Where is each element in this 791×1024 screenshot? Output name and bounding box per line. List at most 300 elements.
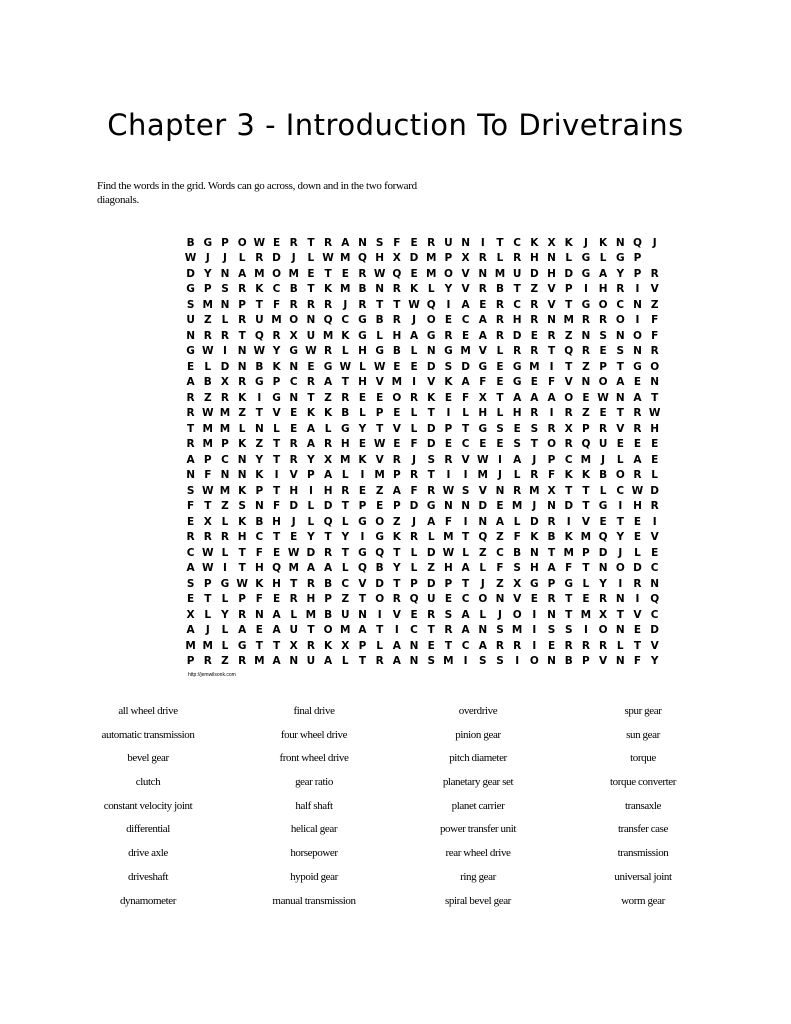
grid-letter: M: [271, 314, 282, 327]
grid-letter: P: [444, 422, 453, 435]
grid-letter: O: [547, 438, 556, 451]
grid-letter: V: [427, 376, 436, 389]
grid-row: [182, 235, 663, 251]
grid-letter: N: [615, 593, 625, 606]
grid-letter: F: [255, 546, 263, 559]
grid-letter: E: [410, 267, 418, 280]
grid-letter: L: [616, 453, 624, 466]
grid-letter: W: [184, 252, 197, 265]
grid-letter: R: [409, 531, 419, 544]
grid-letter: E: [255, 624, 263, 637]
grid-letter: T: [307, 236, 315, 249]
letter-grid: [182, 235, 663, 669]
grid-letter: F: [410, 438, 418, 451]
grid-letter: M: [202, 422, 213, 435]
grid-letter: J: [343, 298, 348, 311]
grid-letter: K: [427, 391, 436, 404]
grid-letter: Z: [255, 438, 264, 451]
grid-letter: X: [513, 577, 522, 590]
word-list-item: all wheel drive: [118, 705, 178, 717]
grid-letter: E: [290, 422, 298, 435]
grid-row: [182, 499, 663, 515]
grid-letter: M: [340, 252, 351, 265]
grid-letter: R: [581, 345, 590, 358]
grid-letter: R: [547, 329, 556, 342]
grid-letter: A: [306, 438, 315, 451]
grid-letter: T: [341, 376, 349, 389]
grid-letter: G: [615, 252, 625, 265]
grid-letter: I: [463, 515, 468, 528]
grid-letter: R: [289, 298, 298, 311]
grid-letter: L: [221, 314, 229, 327]
grid-letter: R: [650, 345, 659, 358]
word-list-item: helical gear: [290, 823, 338, 836]
word-list-item: worm gear: [621, 894, 665, 907]
grid-letter: G: [203, 236, 213, 249]
grid-letter: G: [426, 329, 436, 342]
grid-letter: R: [478, 283, 487, 296]
grid-letter: N: [633, 345, 642, 358]
grid-letter: M: [477, 469, 488, 482]
grid-letter: Y: [599, 577, 607, 590]
grid-letter: A: [358, 624, 367, 637]
grid-letter: W: [201, 407, 214, 420]
grid-letter: Z: [582, 407, 590, 420]
grid-letter: N: [375, 283, 385, 296]
grid-letter: P: [444, 577, 453, 590]
grid-letter: E: [358, 438, 367, 451]
grid-letter: W: [201, 484, 214, 497]
grid-letter: I: [394, 624, 399, 637]
grid-letter: H: [340, 438, 350, 451]
grid-letter: G: [375, 345, 384, 358]
grid-letter: S: [186, 577, 195, 590]
grid-letter: S: [547, 624, 556, 637]
grid-letter: I: [223, 562, 227, 575]
grid-letter: T: [255, 639, 263, 652]
grid-letter: L: [599, 252, 607, 265]
grid-letter: O: [615, 314, 625, 327]
grid-letter: R: [306, 577, 315, 590]
grid-letter: K: [238, 515, 247, 528]
grid-letter: G: [581, 252, 591, 265]
grid-letter: T: [272, 484, 281, 497]
grid-row: [182, 561, 663, 577]
grid-letter: Q: [426, 298, 436, 311]
grid-letter: T: [513, 283, 521, 296]
grid-letter: L: [221, 639, 229, 652]
word-list-item: four wheel drive: [280, 728, 348, 741]
grid-letter: Y: [650, 655, 659, 668]
grid-letter: L: [324, 422, 332, 435]
grid-letter: L: [341, 515, 349, 528]
grid-letter: U: [341, 608, 350, 621]
grid-letter: R: [495, 639, 505, 652]
grid-letter: P: [358, 500, 367, 513]
grid-letter: S: [496, 422, 504, 435]
grid-letter: I: [463, 469, 468, 482]
grid-letter: M: [288, 562, 299, 575]
grid-letter: D: [461, 360, 470, 373]
grid-letter: R: [599, 314, 608, 327]
grid-letter: B: [255, 515, 264, 528]
grid-letter: K: [530, 236, 539, 249]
grid-row: [182, 545, 663, 561]
grid-letter: A: [461, 562, 470, 575]
grid-letter: D: [289, 500, 299, 513]
grid-letter: Z: [478, 546, 487, 559]
grid-letter: P: [633, 267, 642, 280]
grid-letter: W: [305, 345, 317, 358]
grid-letter: W: [442, 484, 455, 497]
grid-letter: P: [375, 407, 384, 420]
grid-letter: V: [513, 593, 522, 606]
grid-letter: T: [547, 345, 556, 358]
grid-letter: T: [341, 546, 349, 559]
grid-letter: N: [478, 624, 488, 637]
grid-letter: R: [220, 329, 230, 342]
grid-letter: T: [272, 531, 281, 544]
grid-letter: A: [392, 639, 401, 652]
grid-letter: A: [461, 608, 470, 621]
grid-letter: A: [547, 562, 556, 575]
word-column: [224, 704, 404, 917]
grid-letter: E: [290, 531, 298, 544]
grid-letter: W: [373, 267, 386, 280]
grid-letter: K: [444, 376, 453, 389]
grid-letter: J: [652, 236, 657, 249]
grid-letter: A: [633, 453, 642, 466]
grid-letter: A: [186, 453, 195, 466]
grid-row: [182, 328, 663, 344]
grid-letter: T: [238, 562, 246, 575]
grid-letter: T: [272, 438, 281, 451]
grid-letter: L: [513, 469, 521, 482]
grid-letter: O: [598, 376, 608, 389]
grid-letter: W: [253, 236, 266, 249]
grid-letter: F: [444, 515, 452, 528]
grid-letter: S: [186, 298, 195, 311]
word-list-item: spur gear: [624, 705, 662, 717]
grid-letter: B: [375, 562, 384, 575]
grid-letter: H: [444, 562, 453, 575]
grid-letter: Z: [324, 391, 332, 404]
grid-letter: R: [186, 391, 195, 404]
grid-letter: V: [461, 267, 470, 280]
grid-letter: I: [274, 469, 279, 482]
grid-letter: H: [272, 577, 281, 590]
grid-letter: A: [409, 329, 419, 342]
grid-letter: T: [427, 624, 435, 637]
grid-row: [182, 375, 663, 391]
grid-letter: I: [446, 407, 451, 420]
grid-letter: V: [547, 298, 556, 311]
grid-letter: H: [375, 252, 385, 265]
grid-letter: Q: [272, 562, 281, 575]
grid-letter: T: [565, 484, 573, 497]
grid-letter: M: [202, 298, 213, 311]
grid-letter: U: [306, 329, 316, 342]
grid-letter: X: [341, 639, 350, 652]
grid-letter: W: [322, 252, 334, 265]
grid-letter: R: [599, 639, 608, 652]
instructions: Find the words in the grid. Words can go across, down and in the two forward diagonals.: [97, 180, 417, 206]
grid-row: [182, 452, 663, 468]
grid-letter: T: [272, 453, 281, 466]
grid-letter: W: [373, 360, 386, 373]
grid-letter: C: [496, 546, 504, 559]
grid-letter: T: [462, 531, 470, 544]
grid-letter: R: [324, 546, 333, 559]
grid-letter: C: [564, 453, 573, 466]
grid-letter: O: [289, 314, 299, 327]
grid-letter: N: [220, 298, 230, 311]
word-list-item: final drive: [293, 705, 335, 717]
grid-letter: R: [392, 593, 401, 606]
grid-letter: G: [512, 360, 522, 373]
grid-letter: I: [532, 639, 537, 652]
grid-letter: T: [462, 422, 470, 435]
grid-letter: I: [635, 314, 640, 327]
grid-letter: E: [513, 422, 521, 435]
grid-letter: H: [272, 515, 281, 528]
grid-letter: T: [307, 283, 315, 296]
word-list-item: power transfer unit: [439, 823, 517, 836]
grid-letter: M: [340, 624, 351, 637]
grid-letter: T: [496, 391, 504, 404]
grid-letter: R: [341, 391, 350, 404]
grid-letter: R: [306, 376, 315, 389]
grid-letter: U: [289, 624, 298, 637]
grid-letter: E: [410, 608, 418, 621]
grid-letter: L: [496, 407, 504, 420]
grid-letter: N: [358, 236, 367, 249]
grid-letter: P: [203, 283, 212, 296]
grid-letter: O: [598, 298, 608, 311]
grid-letter: X: [203, 515, 212, 528]
grid-letter: B: [547, 531, 556, 544]
grid-letter: R: [409, 391, 419, 404]
grid-letter: G: [478, 360, 488, 373]
word-list-item: front wheel drive: [279, 752, 349, 765]
grid-letter: E: [633, 515, 642, 528]
grid-letter: Z: [393, 515, 401, 528]
word-list-item: horsepower: [290, 847, 338, 860]
grid-letter: G: [598, 500, 608, 513]
grid-letter: L: [410, 546, 418, 559]
grid-letter: P: [221, 438, 229, 451]
grid-letter: B: [375, 314, 384, 327]
grid-letter: S: [616, 345, 625, 358]
grid-letter: L: [582, 577, 590, 590]
grid-letter: L: [427, 283, 435, 296]
grid-row: [182, 483, 663, 499]
grid-letter: M: [460, 345, 471, 358]
grid-letter: H: [650, 422, 660, 435]
grid-letter: G: [358, 314, 367, 327]
grid-letter: T: [565, 608, 573, 621]
grid-letter: C: [341, 314, 350, 327]
grid-row: [182, 638, 663, 654]
grid-letter: J: [498, 469, 502, 482]
grid-letter: C: [616, 484, 625, 497]
grid-letter: V: [478, 484, 487, 497]
grid-letter: T: [376, 298, 384, 311]
grid-row: [182, 654, 663, 670]
grid-letter: T: [496, 236, 504, 249]
grid-letter: R: [324, 298, 333, 311]
grid-letter: J: [583, 236, 588, 249]
grid-letter: T: [204, 593, 212, 606]
grid-letter: R: [495, 329, 505, 342]
word-list-item: sun gear: [626, 728, 660, 741]
grid-letter: V: [633, 608, 642, 621]
grid-letter: A: [186, 562, 195, 575]
grid-letter: Z: [496, 577, 504, 590]
grid-letter: V: [599, 655, 608, 668]
grid-letter: P: [582, 546, 590, 559]
grid-letter: V: [272, 407, 281, 420]
grid-letter: L: [290, 608, 298, 621]
grid-letter: E: [393, 438, 401, 451]
grid-letter: L: [307, 252, 315, 265]
grid-row: [182, 623, 663, 639]
grid-letter: C: [616, 298, 625, 311]
grid-letter: D: [409, 500, 419, 513]
grid-letter: L: [513, 515, 521, 528]
grid-letter: F: [272, 298, 281, 311]
grid-letter: P: [633, 252, 642, 265]
grid-letter: R: [478, 252, 487, 265]
grid-letter: D: [306, 546, 316, 559]
word-list-item: ring gear: [460, 870, 496, 883]
grid-letter: T: [238, 546, 246, 559]
grid-letter: R: [358, 267, 367, 280]
grid-letter: I: [618, 500, 623, 513]
grid-row: [182, 313, 663, 329]
grid-letter: J: [291, 515, 296, 528]
grid-letter: K: [581, 469, 590, 482]
grid-letter: T: [341, 500, 349, 513]
grid-letter: M: [340, 453, 351, 466]
grid-letter: N: [581, 329, 591, 342]
grid-letter: B: [341, 407, 350, 420]
grid-letter: F: [462, 391, 470, 404]
grid-letter: R: [513, 252, 522, 265]
grid-letter: N: [650, 577, 660, 590]
grid-letter: W: [253, 345, 266, 358]
grid-letter: E: [393, 360, 401, 373]
grid-letter: R: [427, 484, 436, 497]
grid-letter: S: [599, 329, 607, 342]
grid-letter: O: [426, 314, 436, 327]
grid-letter: A: [324, 376, 333, 389]
grid-letter: W: [373, 438, 386, 451]
grid-letter: D: [650, 624, 660, 637]
grid-letter: S: [375, 236, 384, 249]
grid-letter: K: [409, 283, 419, 296]
grid-letter: T: [376, 624, 384, 637]
grid-letter: I: [412, 376, 416, 389]
grid-letter: E: [582, 391, 590, 404]
grid-letter: R: [289, 593, 298, 606]
grid-letter: R: [633, 577, 642, 590]
grid-letter: C: [272, 283, 281, 296]
word-list-item: planetary gear set: [442, 776, 514, 789]
grid-letter: L: [634, 546, 641, 559]
grid-letter: A: [306, 422, 315, 435]
grid-letter: B: [289, 283, 298, 296]
grid-letter: R: [650, 267, 659, 280]
grid-letter: Q: [254, 329, 264, 342]
grid-letter: D: [186, 267, 195, 280]
grid-letter: X: [324, 453, 333, 466]
grid-letter: Z: [496, 531, 504, 544]
grid-letter: K: [324, 283, 333, 296]
grid-letter: O: [650, 360, 660, 373]
grid-letter: R: [409, 469, 419, 482]
grid-letter: W: [631, 484, 644, 497]
grid-letter: E: [547, 639, 556, 652]
grid-letter: D: [633, 562, 642, 575]
grid-letter: S: [427, 453, 435, 466]
grid-letter: E: [479, 438, 487, 451]
grid-letter: G: [358, 546, 367, 559]
grid-letter: J: [618, 546, 623, 559]
grid-letter: V: [289, 469, 298, 482]
grid-letter: V: [650, 283, 659, 296]
grid-letter: G: [478, 422, 488, 435]
grid-letter: G: [323, 360, 333, 373]
grid-letter: K: [255, 577, 264, 590]
grid-letter: Q: [358, 252, 367, 265]
grid-letter: E: [187, 360, 195, 373]
grid-letter: M: [202, 639, 213, 652]
grid-letter: X: [289, 329, 298, 342]
grid-letter: V: [616, 422, 625, 435]
grid-letter: N: [478, 515, 488, 528]
grid-letter: Q: [564, 345, 574, 358]
grid-letter: E: [272, 236, 281, 249]
grid-letter: R: [203, 329, 212, 342]
grid-letter: W: [476, 453, 489, 466]
word-column: [58, 704, 238, 917]
grid-letter: W: [597, 391, 609, 404]
grid-row: [182, 344, 663, 360]
grid-letter: C: [255, 531, 264, 544]
grid-letter: B: [255, 360, 264, 373]
grid-letter: A: [461, 376, 470, 389]
grid-letter: E: [599, 407, 607, 420]
grid-letter: T: [444, 639, 452, 652]
grid-letter: P: [255, 484, 264, 497]
grid-letter: L: [479, 562, 487, 575]
grid-letter: D: [512, 329, 522, 342]
grid-row: [182, 514, 663, 530]
grid-letter: M: [494, 267, 506, 280]
grid-letter: N: [633, 298, 642, 311]
grid-row: [182, 421, 663, 437]
grid-letter: I: [257, 391, 262, 404]
grid-letter: N: [461, 500, 470, 513]
grid-letter: E: [444, 391, 452, 404]
grid-letter: R: [547, 515, 556, 528]
grid-letter: R: [324, 438, 333, 451]
grid-letter: P: [358, 639, 367, 652]
grid-letter: D: [375, 577, 385, 590]
grid-letter: B: [564, 655, 573, 668]
grid-letter: H: [306, 593, 316, 606]
